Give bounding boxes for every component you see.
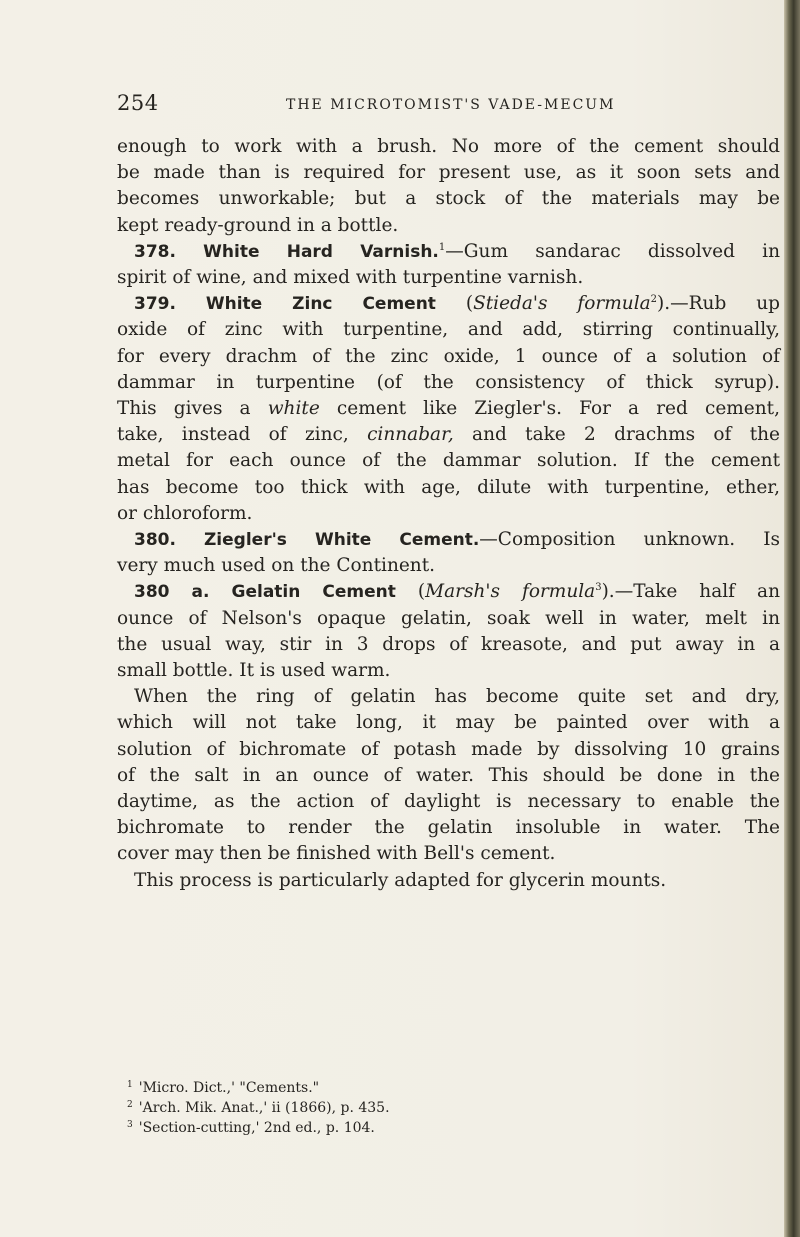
text-line: take, instead of zinc, cinnabar, and take 2 drachms of the bbox=[117, 424, 780, 446]
entry-heading: Ziegler's White Cement. bbox=[203, 530, 480, 551]
footnote-ref: 1 bbox=[438, 241, 446, 253]
text-line: This gives a white cement like Ziegler's. For a red cement, bbox=[117, 398, 780, 420]
text-line: be made than is required for present use, as it soon sets and bbox=[117, 162, 780, 184]
footnote-ref: 3 bbox=[595, 582, 602, 594]
text-line: dammar in turpentine (of the consistency of thick syrup). bbox=[117, 371, 780, 393]
text-line: or chloroform. bbox=[117, 502, 253, 524]
text-line: has become too thick with age, dilute with turpentine, ether, bbox=[117, 476, 780, 498]
entry-number: 380. bbox=[134, 530, 176, 551]
text-line: becomes unworkable; but a stock of the materials may be bbox=[117, 188, 780, 210]
page-header bbox=[117, 91, 780, 119]
footnotes bbox=[127, 1078, 687, 1138]
entry-number: 379. bbox=[134, 294, 176, 315]
text-line: for every drachm of the zinc oxide, 1 ounce of a solution of bbox=[117, 345, 780, 367]
text-line: bichromate to render the gelatin insoluble in water. The bbox=[117, 817, 780, 839]
text-line: cover may then be finished with Bell's cement. bbox=[117, 843, 556, 865]
text-line: spirit of wine, and mixed with turpentine varnish. bbox=[117, 267, 584, 289]
text-line: very much used on the Continent. bbox=[117, 555, 436, 577]
footnote-ref: 2 bbox=[650, 294, 658, 306]
entry-number: 378. bbox=[134, 241, 176, 262]
footnote: $^3$ 'Section-cutting,' 2nd ed., p. 104. bbox=[127, 1120, 375, 1136]
footnote: $^2$ 'Arch. Mik. Anat.,' ii (1866), p. 435. bbox=[127, 1100, 390, 1116]
entry-380a-heading-line: 380 a. Gelatin Cement (Marsh's formula$^3$).—Take half an bbox=[134, 581, 780, 603]
entry-heading: White Zinc Cement bbox=[205, 294, 436, 315]
text-line: daytime, as the action of daylight is necessary to enable the bbox=[117, 791, 780, 813]
text-line: kept ready-ground in a bottle. bbox=[117, 214, 399, 236]
footnote: $^1$ 'Micro. Dict.,' "Cements." bbox=[127, 1080, 320, 1096]
text-line: small bottle. It is used warm. bbox=[117, 660, 391, 682]
text-line: which will not take long, it may be painted over with a bbox=[117, 712, 780, 734]
text-line: This process is particularly adapted for glycerin mounts. bbox=[134, 869, 667, 891]
entry-380-heading-line: 380. Ziegler's White Cement.—Composition unknown. Is bbox=[134, 529, 780, 551]
book-edge bbox=[784, 0, 800, 1237]
formula-source: Stieda's formula bbox=[473, 293, 651, 315]
text-line: of the salt in an ounce of water. This should be done in the bbox=[117, 764, 780, 786]
page-number: 254 bbox=[117, 91, 159, 115]
entry-378-heading-line: 378. White Hard Varnish.$^1$—Gum sandarac dissolved in bbox=[134, 240, 780, 262]
entry-heading: White Hard Varnish. bbox=[203, 241, 439, 262]
text-line: enough to work with a brush. No more of the cement should bbox=[117, 136, 780, 157]
text-line: solution of bichromate of potash made by dissolving 10 grains bbox=[117, 738, 780, 760]
running-title: THE MICROTOMIST'S VADE-MECUM bbox=[286, 97, 616, 113]
entry-number: 380 a. bbox=[134, 582, 210, 603]
formula-source: Marsh's formula bbox=[425, 581, 596, 603]
body-text bbox=[117, 134, 780, 894]
text-line: the usual way, stir in 3 drops of kreasote, and put away in a bbox=[117, 633, 780, 655]
text-line: ounce of Nelson's opaque gelatin, soak well in water, melt in bbox=[117, 607, 780, 629]
entry-379-heading-line: 379. White Zinc Cement (Stieda's formula$^2$).—Rub up bbox=[134, 293, 780, 315]
text-line: oxide of zinc with turpentine, and add, stirring continually, bbox=[117, 319, 780, 341]
entry-heading: Gelatin Cement bbox=[231, 582, 396, 603]
text-line: metal for each ounce of the dammar solution. If the cement bbox=[117, 450, 780, 472]
text-line: When the ring of gelatin has become quite set and dry, bbox=[134, 686, 780, 708]
